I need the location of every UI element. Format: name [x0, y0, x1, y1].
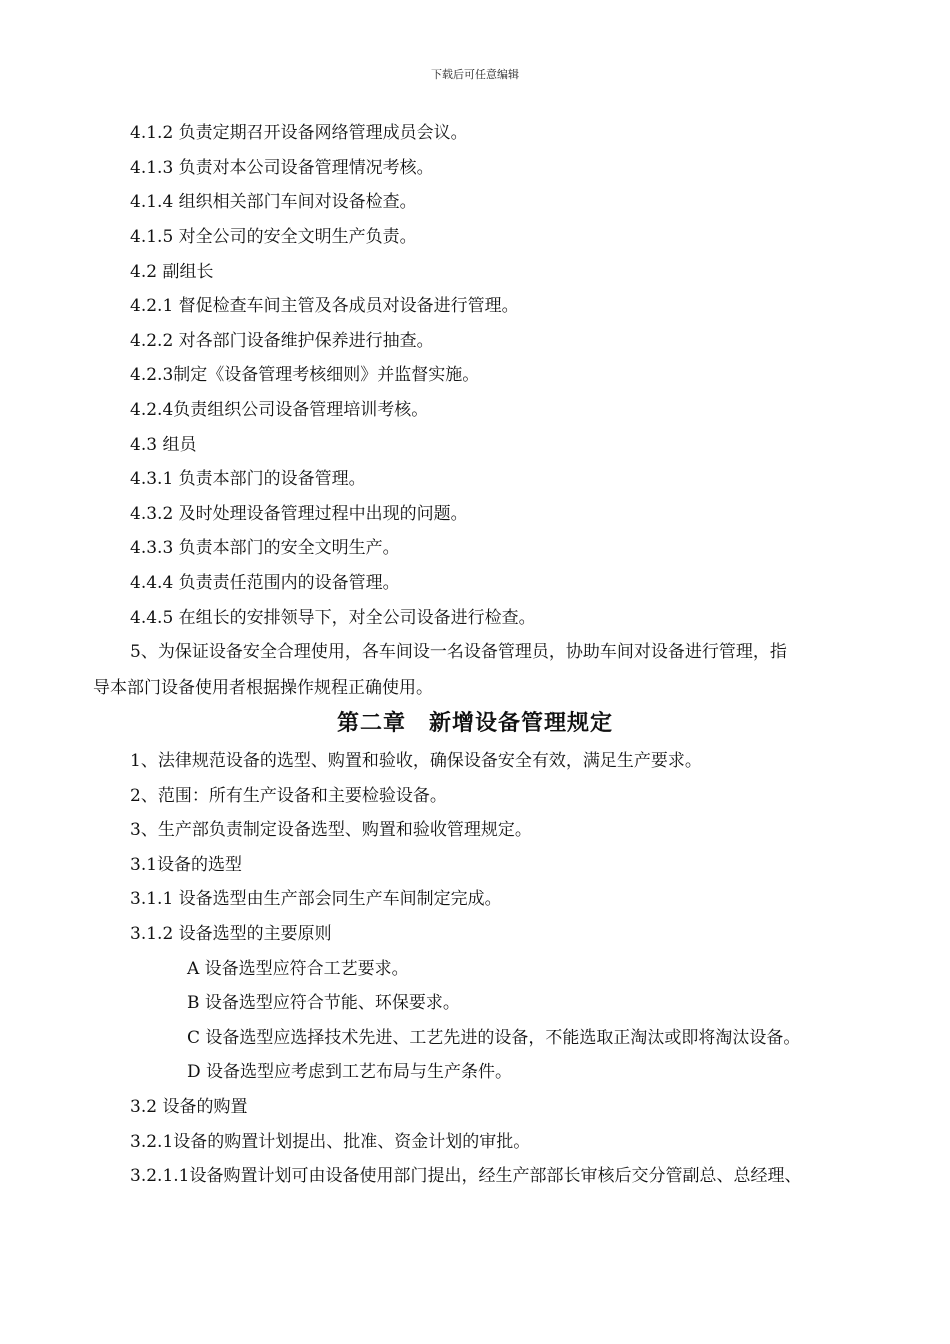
paragraph-line: 4.3.2 及时处理设备管理过程中出现的问题。	[130, 504, 468, 524]
paragraph-line: 4.3.3 负责本部门的安全文明生产。	[130, 538, 400, 558]
paragraph-line: 3.2.1设备的购置计划提出、批准、资金计划的审批。	[130, 1132, 531, 1152]
paragraph-line: 4.2.1 督促检查车间主管及各成员对设备进行管理。	[130, 296, 519, 316]
paragraph-line: 5、为保证设备安全合理使用，各车间设一名设备管理员，协助车间对设备进行管理，指	[130, 642, 787, 662]
paragraph-line: 4.1.2 负责定期召开设备网络管理成员会议。	[130, 123, 468, 143]
list-item: A 设备选型应符合工艺要求。	[187, 959, 409, 979]
paragraph-line: 4.2.4负责组织公司设备管理培训考核。	[130, 400, 429, 420]
paragraph-line: 4.1.3 负责对本公司设备管理情况考核。	[130, 158, 434, 178]
paragraph-line: 4.1.5 对全公司的安全文明生产负责。	[130, 227, 417, 247]
list-item: D 设备选型应考虑到工艺布局与生产条件。	[187, 1062, 513, 1082]
paragraph-line: 4.2.3制定《设备管理考核细则》并监督实施。	[130, 365, 480, 385]
paragraph-line: 1、法律规范设备的选型、购置和验收，确保设备安全有效，满足生产要求。	[130, 751, 702, 771]
paragraph-line: 4.3 组员	[130, 435, 197, 455]
paragraph-line: 导本部门设备使用者根据操作规程正确使用。	[93, 678, 433, 698]
page-header: 下载后可任意编辑	[431, 68, 519, 81]
paragraph-line: 4.3.1 负责本部门的设备管理。	[130, 469, 366, 489]
paragraph-line: 4.4.4 负责责任范围内的设备管理。	[130, 573, 400, 593]
paragraph-line: 4.1.4 组织相关部门车间对设备检查。	[130, 192, 417, 212]
paragraph-line: 4.2.2 对各部门设备维护保养进行抽查。	[130, 331, 434, 351]
paragraph-line: 3.1.1 设备选型由生产部会同生产车间制定完成。	[130, 889, 502, 909]
paragraph-line: 3.2 设备的购置	[130, 1097, 248, 1117]
paragraph-line: 2、范围：所有生产设备和主要检验设备。	[130, 786, 447, 806]
list-item: B 设备选型应符合节能、环保要求。	[187, 993, 460, 1013]
list-item: C 设备选型应选择技术先进、工艺先进的设备，不能选取正淘汰或即将淘汰设备。	[187, 1028, 801, 1048]
paragraph-line: 3、生产部负责制定设备选型、购置和验收管理规定。	[130, 820, 532, 840]
paragraph-line: 3.1设备的选型	[130, 855, 243, 875]
paragraph-line: 4.2 副组长	[130, 262, 214, 282]
paragraph-line: 3.2.1.1设备购置计划可由设备使用部门提出，经生产部部长审核后交分管副总、总经理、	[130, 1166, 802, 1186]
paragraph-line: 3.1.2 设备选型的主要原则	[130, 924, 332, 944]
chapter-title: 第二章 新增设备管理规定	[336, 711, 613, 736]
paragraph-line: 4.4.5 在组长的安排领导下，对全公司设备进行检查。	[130, 608, 536, 628]
